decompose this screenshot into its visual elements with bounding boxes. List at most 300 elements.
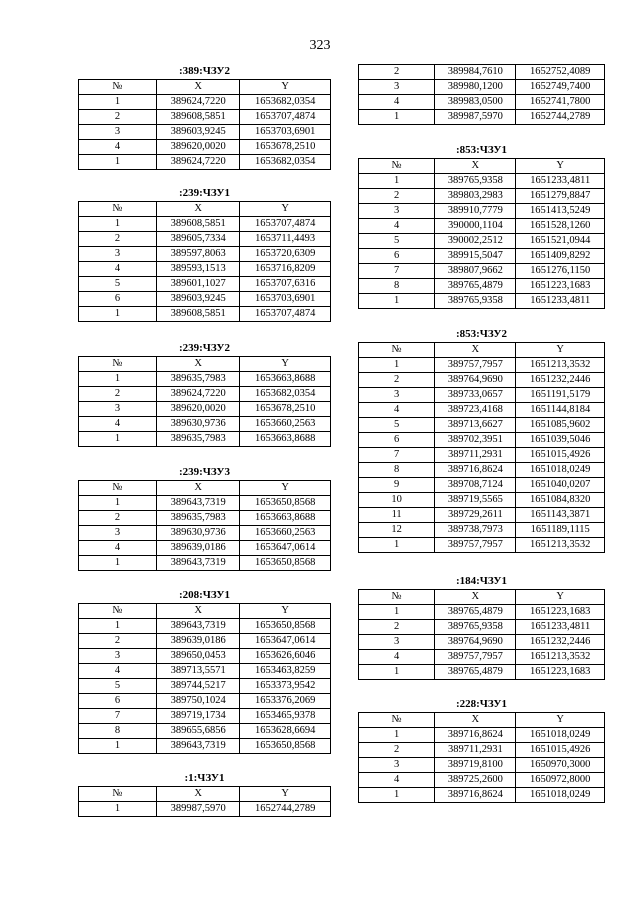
y-coordinate: 1653707,6316	[240, 277, 331, 292]
y-coordinate: 1651223,1683	[516, 279, 605, 294]
table-header-row	[359, 713, 605, 728]
point-number: 4	[359, 219, 435, 234]
y-coordinate: 1651521,0944	[516, 234, 605, 249]
y-coordinate: 1651528,1260	[516, 219, 605, 234]
table-header-row	[359, 343, 605, 358]
y-coordinate: 1652749,7400	[516, 80, 605, 95]
y-coordinate: 1653703,6901	[240, 292, 331, 307]
point-number: 1	[79, 95, 157, 110]
point-number: 1	[79, 739, 157, 754]
column-header: X	[157, 357, 240, 372]
point-number: 6	[79, 694, 157, 709]
x-coordinate: 389757,7957	[435, 538, 516, 553]
table-row	[79, 634, 331, 649]
y-coordinate: 1651279,8847	[516, 189, 605, 204]
column-header: Y	[240, 604, 331, 619]
point-number: 7	[359, 264, 435, 279]
y-coordinate: 1651223,1683	[516, 665, 605, 680]
y-coordinate: 1651084,8320	[516, 493, 605, 508]
x-coordinate: 389608,5851	[157, 110, 240, 125]
point-number: 4	[359, 403, 435, 418]
column-header: Y	[516, 343, 605, 358]
x-coordinate: 389716,8624	[435, 788, 516, 803]
column-header: X	[157, 604, 240, 619]
x-coordinate: 389635,7983	[157, 511, 240, 526]
table-row	[79, 709, 331, 724]
x-coordinate: 389803,2983	[435, 189, 516, 204]
point-number: 3	[359, 635, 435, 650]
point-number: 1	[359, 665, 435, 680]
table-row	[359, 403, 605, 418]
x-coordinate: 389603,9245	[157, 292, 240, 307]
y-coordinate: 1653660,2563	[240, 417, 331, 432]
x-coordinate: 389643,7319	[157, 619, 240, 634]
table-row	[359, 788, 605, 803]
x-coordinate: 389807,9662	[435, 264, 516, 279]
table-row	[359, 665, 605, 680]
point-number: 4	[359, 95, 435, 110]
table-row	[79, 417, 331, 432]
x-coordinate: 389765,4879	[435, 605, 516, 620]
x-coordinate: 389716,8624	[435, 728, 516, 743]
point-number: 1	[79, 307, 157, 322]
x-coordinate: 389643,7319	[157, 556, 240, 571]
table-row	[79, 387, 331, 402]
point-number: 3	[79, 125, 157, 140]
block-title: :208:ЧЗУ1	[178, 589, 230, 601]
coordinate-block	[78, 771, 331, 817]
x-coordinate: 389708,7124	[435, 478, 516, 493]
coordinate-block	[78, 64, 331, 170]
column-header: Y	[240, 357, 331, 372]
point-number: 1	[79, 496, 157, 511]
coordinate-table	[78, 201, 331, 322]
y-coordinate: 1651233,4811	[516, 174, 605, 189]
x-coordinate: 390002,2512	[435, 234, 516, 249]
table-row	[359, 478, 605, 493]
column-header: №	[79, 604, 157, 619]
table-row	[79, 664, 331, 679]
point-number: 4	[79, 417, 157, 432]
y-coordinate: 1651213,3532	[516, 650, 605, 665]
y-coordinate: 1653373,9542	[240, 679, 331, 694]
x-coordinate: 389910,7779	[435, 204, 516, 219]
coordinate-block	[78, 465, 331, 571]
table-row	[359, 388, 605, 403]
table-row	[79, 402, 331, 417]
point-number: 11	[359, 508, 435, 523]
table-row	[79, 496, 331, 511]
table-row	[359, 358, 605, 373]
y-coordinate: 1653720,6309	[240, 247, 331, 262]
y-coordinate: 1653678,2510	[240, 140, 331, 155]
table-row	[359, 538, 605, 553]
point-number: 3	[359, 204, 435, 219]
coordinate-block	[358, 64, 605, 125]
x-coordinate: 389601,1027	[157, 277, 240, 292]
x-coordinate: 389650,0453	[157, 649, 240, 664]
x-coordinate: 389980,1200	[435, 80, 516, 95]
y-coordinate: 1653682,0354	[240, 387, 331, 402]
column-header: X	[435, 343, 516, 358]
table-row	[359, 264, 605, 279]
table-row	[79, 217, 331, 232]
table-row	[359, 508, 605, 523]
table-row	[359, 373, 605, 388]
block-title: :184:ЧЗУ1	[455, 575, 507, 587]
coordinate-block	[358, 327, 605, 553]
point-number: 2	[79, 634, 157, 649]
table-row	[359, 728, 605, 743]
x-coordinate: 389635,7983	[157, 372, 240, 387]
table-row	[359, 65, 605, 80]
y-coordinate: 1651191,5179	[516, 388, 605, 403]
y-coordinate: 1651039,5046	[516, 433, 605, 448]
table-row	[359, 650, 605, 665]
x-coordinate: 389915,5047	[435, 249, 516, 264]
point-number: 12	[359, 523, 435, 538]
y-coordinate: 1653626,6046	[240, 649, 331, 664]
table-row	[79, 110, 331, 125]
table-header-row	[79, 604, 331, 619]
x-coordinate: 389624,7220	[157, 387, 240, 402]
table-row	[79, 262, 331, 277]
table-row	[359, 635, 605, 650]
coordinate-block	[78, 588, 331, 754]
coordinate-block	[358, 143, 605, 309]
y-coordinate: 1651015,4926	[516, 743, 605, 758]
point-number: 1	[79, 372, 157, 387]
y-coordinate: 1651018,0249	[516, 728, 605, 743]
table-row	[359, 620, 605, 635]
table-row	[359, 433, 605, 448]
table-row	[359, 448, 605, 463]
x-coordinate: 389984,7610	[435, 65, 516, 80]
table-row	[79, 649, 331, 664]
y-coordinate: 1653650,8568	[240, 619, 331, 634]
column-header: Y	[240, 787, 331, 802]
point-number: 1	[359, 294, 435, 309]
y-coordinate: 1653465,9378	[240, 709, 331, 724]
x-coordinate: 389608,5851	[157, 307, 240, 322]
coordinate-table	[358, 712, 605, 803]
y-coordinate: 1653650,8568	[240, 556, 331, 571]
x-coordinate: 389593,1513	[157, 262, 240, 277]
x-coordinate: 389765,9358	[435, 174, 516, 189]
point-number: 9	[359, 478, 435, 493]
y-coordinate: 1653663,8688	[240, 432, 331, 447]
table-header-row	[359, 159, 605, 174]
point-number: 1	[359, 174, 435, 189]
point-number: 7	[79, 709, 157, 724]
point-number: 4	[79, 541, 157, 556]
table-row	[359, 463, 605, 478]
coordinate-table	[78, 480, 331, 571]
table-row	[79, 541, 331, 556]
y-coordinate: 1651276,1150	[516, 264, 605, 279]
point-number: 3	[359, 388, 435, 403]
point-number: 6	[359, 249, 435, 264]
table-row	[359, 174, 605, 189]
x-coordinate: 389639,0186	[157, 541, 240, 556]
block-title: :1:ЧЗУ1	[184, 772, 225, 784]
column-header: №	[359, 590, 435, 605]
y-coordinate: 1653682,0354	[240, 155, 331, 170]
y-coordinate: 1651409,8292	[516, 249, 605, 264]
y-coordinate: 1651223,1683	[516, 605, 605, 620]
x-coordinate: 390000,1104	[435, 219, 516, 234]
column-header: №	[79, 357, 157, 372]
y-coordinate: 1651413,5249	[516, 204, 605, 219]
table-row	[79, 556, 331, 571]
y-coordinate: 1651085,9602	[516, 418, 605, 433]
coordinate-table	[358, 158, 605, 309]
x-coordinate: 389765,9358	[435, 294, 516, 309]
x-coordinate: 389711,2931	[435, 743, 516, 758]
table-header-row	[79, 357, 331, 372]
y-coordinate: 1653682,0354	[240, 95, 331, 110]
y-coordinate: 1653650,8568	[240, 739, 331, 754]
y-coordinate: 1651018,0249	[516, 463, 605, 478]
x-coordinate: 389983,0500	[435, 95, 516, 110]
y-coordinate: 1653707,4874	[240, 307, 331, 322]
x-coordinate: 389711,2931	[435, 448, 516, 463]
x-coordinate: 389643,7319	[157, 496, 240, 511]
column-header: №	[359, 343, 435, 358]
table-row	[79, 247, 331, 262]
point-number: 5	[359, 418, 435, 433]
column-header: Y	[240, 202, 331, 217]
x-coordinate: 389765,9358	[435, 620, 516, 635]
x-coordinate: 389723,4168	[435, 403, 516, 418]
column-header: Y	[516, 159, 605, 174]
x-coordinate: 389713,5571	[157, 664, 240, 679]
point-number: 3	[359, 758, 435, 773]
table-row	[79, 95, 331, 110]
point-number: 2	[359, 373, 435, 388]
table-row	[79, 140, 331, 155]
y-coordinate: 1651233,4811	[516, 294, 605, 309]
point-number: 4	[359, 650, 435, 665]
table-row	[359, 234, 605, 249]
point-number: 1	[359, 110, 435, 125]
table-row	[359, 523, 605, 538]
column-header: X	[435, 713, 516, 728]
table-row	[79, 724, 331, 739]
point-number: 4	[79, 262, 157, 277]
y-coordinate: 1650970,3000	[516, 758, 605, 773]
table-row	[359, 493, 605, 508]
table-row	[359, 294, 605, 309]
column-header: №	[79, 202, 157, 217]
point-number: 1	[79, 217, 157, 232]
table-row	[79, 694, 331, 709]
x-coordinate: 389597,8063	[157, 247, 240, 262]
block-title: :239:ЧЗУ1	[178, 187, 230, 199]
x-coordinate: 389630,9736	[157, 526, 240, 541]
y-coordinate: 1653647,0614	[240, 634, 331, 649]
table-row	[359, 219, 605, 234]
coordinate-table	[358, 342, 605, 553]
table-row	[79, 802, 331, 817]
table-row	[359, 95, 605, 110]
column-header: X	[157, 481, 240, 496]
point-number: 10	[359, 493, 435, 508]
x-coordinate: 389729,2611	[435, 508, 516, 523]
table-row	[79, 372, 331, 387]
y-coordinate: 1651213,3532	[516, 538, 605, 553]
x-coordinate: 389605,7334	[157, 232, 240, 247]
y-coordinate: 1653628,6694	[240, 724, 331, 739]
column-header: X	[157, 202, 240, 217]
column-header: Y	[240, 481, 331, 496]
x-coordinate: 389620,0020	[157, 140, 240, 155]
y-coordinate: 1653716,8209	[240, 262, 331, 277]
y-coordinate: 1653711,4493	[240, 232, 331, 247]
y-coordinate: 1651213,3532	[516, 358, 605, 373]
x-coordinate: 389630,9736	[157, 417, 240, 432]
y-coordinate: 1651143,3871	[516, 508, 605, 523]
block-title: :239:ЧЗУ3	[178, 466, 230, 478]
x-coordinate: 389765,4879	[435, 279, 516, 294]
point-number: 1	[359, 538, 435, 553]
point-number: 3	[79, 247, 157, 262]
column-header: X	[435, 590, 516, 605]
table-row	[79, 619, 331, 634]
point-number: 2	[359, 743, 435, 758]
table-row	[79, 155, 331, 170]
column-header: №	[359, 159, 435, 174]
table-header-row	[79, 481, 331, 496]
x-coordinate: 389987,5970	[435, 110, 516, 125]
point-number: 5	[79, 277, 157, 292]
x-coordinate: 389719,8100	[435, 758, 516, 773]
table-row	[359, 80, 605, 95]
point-number: 4	[359, 773, 435, 788]
column-header: №	[79, 481, 157, 496]
y-coordinate: 1653678,2510	[240, 402, 331, 417]
table-header-row	[79, 787, 331, 802]
table-header-row	[359, 590, 605, 605]
coordinate-table	[78, 786, 331, 817]
point-number: 1	[79, 619, 157, 634]
coordinate-table	[78, 79, 331, 170]
table-row	[79, 511, 331, 526]
point-number: 5	[359, 234, 435, 249]
x-coordinate: 389757,7957	[435, 650, 516, 665]
block-title: :239:ЧЗУ2	[178, 342, 230, 354]
y-coordinate: 1653660,2563	[240, 526, 331, 541]
table-row	[79, 277, 331, 292]
point-number: 2	[359, 189, 435, 204]
coordinate-block	[78, 186, 331, 322]
x-coordinate: 389702,3951	[435, 433, 516, 448]
point-number: 2	[79, 387, 157, 402]
coordinate-block	[358, 574, 605, 680]
page-number: 323	[309, 38, 331, 53]
x-coordinate: 389757,7957	[435, 358, 516, 373]
table-row	[359, 249, 605, 264]
point-number: 1	[79, 432, 157, 447]
table-row	[79, 526, 331, 541]
table-row	[79, 307, 331, 322]
point-number: 8	[359, 279, 435, 294]
block-title: :853:ЧЗУ1	[455, 144, 507, 156]
table-row	[79, 232, 331, 247]
table-row	[359, 743, 605, 758]
column-header: №	[359, 713, 435, 728]
y-coordinate: 1653707,4874	[240, 217, 331, 232]
point-number: 4	[79, 140, 157, 155]
point-number: 2	[359, 620, 435, 635]
y-coordinate: 1653463,8259	[240, 664, 331, 679]
table-row	[359, 204, 605, 219]
point-number: 8	[79, 724, 157, 739]
x-coordinate: 389719,1734	[157, 709, 240, 724]
y-coordinate: 1653703,6901	[240, 125, 331, 140]
point-number: 8	[359, 463, 435, 478]
point-number: 1	[79, 155, 157, 170]
y-coordinate: 1651232,2446	[516, 373, 605, 388]
x-coordinate: 389733,0657	[435, 388, 516, 403]
point-number: 5	[79, 679, 157, 694]
table-row	[359, 189, 605, 204]
coordinate-block	[358, 697, 605, 803]
column-header: №	[79, 787, 157, 802]
x-coordinate: 389764,9690	[435, 373, 516, 388]
table-row	[359, 110, 605, 125]
point-number: 2	[359, 65, 435, 80]
y-coordinate: 1653707,4874	[240, 110, 331, 125]
point-number: 1	[359, 788, 435, 803]
x-coordinate: 389716,8624	[435, 463, 516, 478]
table-row	[359, 773, 605, 788]
point-number: 4	[79, 664, 157, 679]
point-number: 1	[79, 802, 157, 817]
y-coordinate: 1650972,8000	[516, 773, 605, 788]
point-number: 3	[79, 402, 157, 417]
coordinate-table	[78, 603, 331, 754]
point-number: 6	[79, 292, 157, 307]
point-number: 1	[359, 728, 435, 743]
column-header: Y	[516, 713, 605, 728]
x-coordinate: 389764,9690	[435, 635, 516, 650]
y-coordinate: 1652741,7800	[516, 95, 605, 110]
table-row	[79, 432, 331, 447]
y-coordinate: 1651233,4811	[516, 620, 605, 635]
table-row	[359, 418, 605, 433]
x-coordinate: 389643,7319	[157, 739, 240, 754]
x-coordinate: 389608,5851	[157, 217, 240, 232]
x-coordinate: 389655,6856	[157, 724, 240, 739]
x-coordinate: 389750,1024	[157, 694, 240, 709]
point-number: 7	[359, 448, 435, 463]
x-coordinate: 389713,6627	[435, 418, 516, 433]
table-row	[79, 125, 331, 140]
column-header: Y	[240, 80, 331, 95]
y-coordinate: 1653376,2069	[240, 694, 331, 709]
table-header-row	[79, 202, 331, 217]
y-coordinate: 1651189,1115	[516, 523, 605, 538]
y-coordinate: 1651018,0249	[516, 788, 605, 803]
x-coordinate: 389987,5970	[157, 802, 240, 817]
x-coordinate: 389639,0186	[157, 634, 240, 649]
table-row	[79, 679, 331, 694]
y-coordinate: 1651015,4926	[516, 448, 605, 463]
y-coordinate: 1652744,2789	[516, 110, 605, 125]
x-coordinate: 389635,7983	[157, 432, 240, 447]
y-coordinate: 1652744,2789	[240, 802, 331, 817]
